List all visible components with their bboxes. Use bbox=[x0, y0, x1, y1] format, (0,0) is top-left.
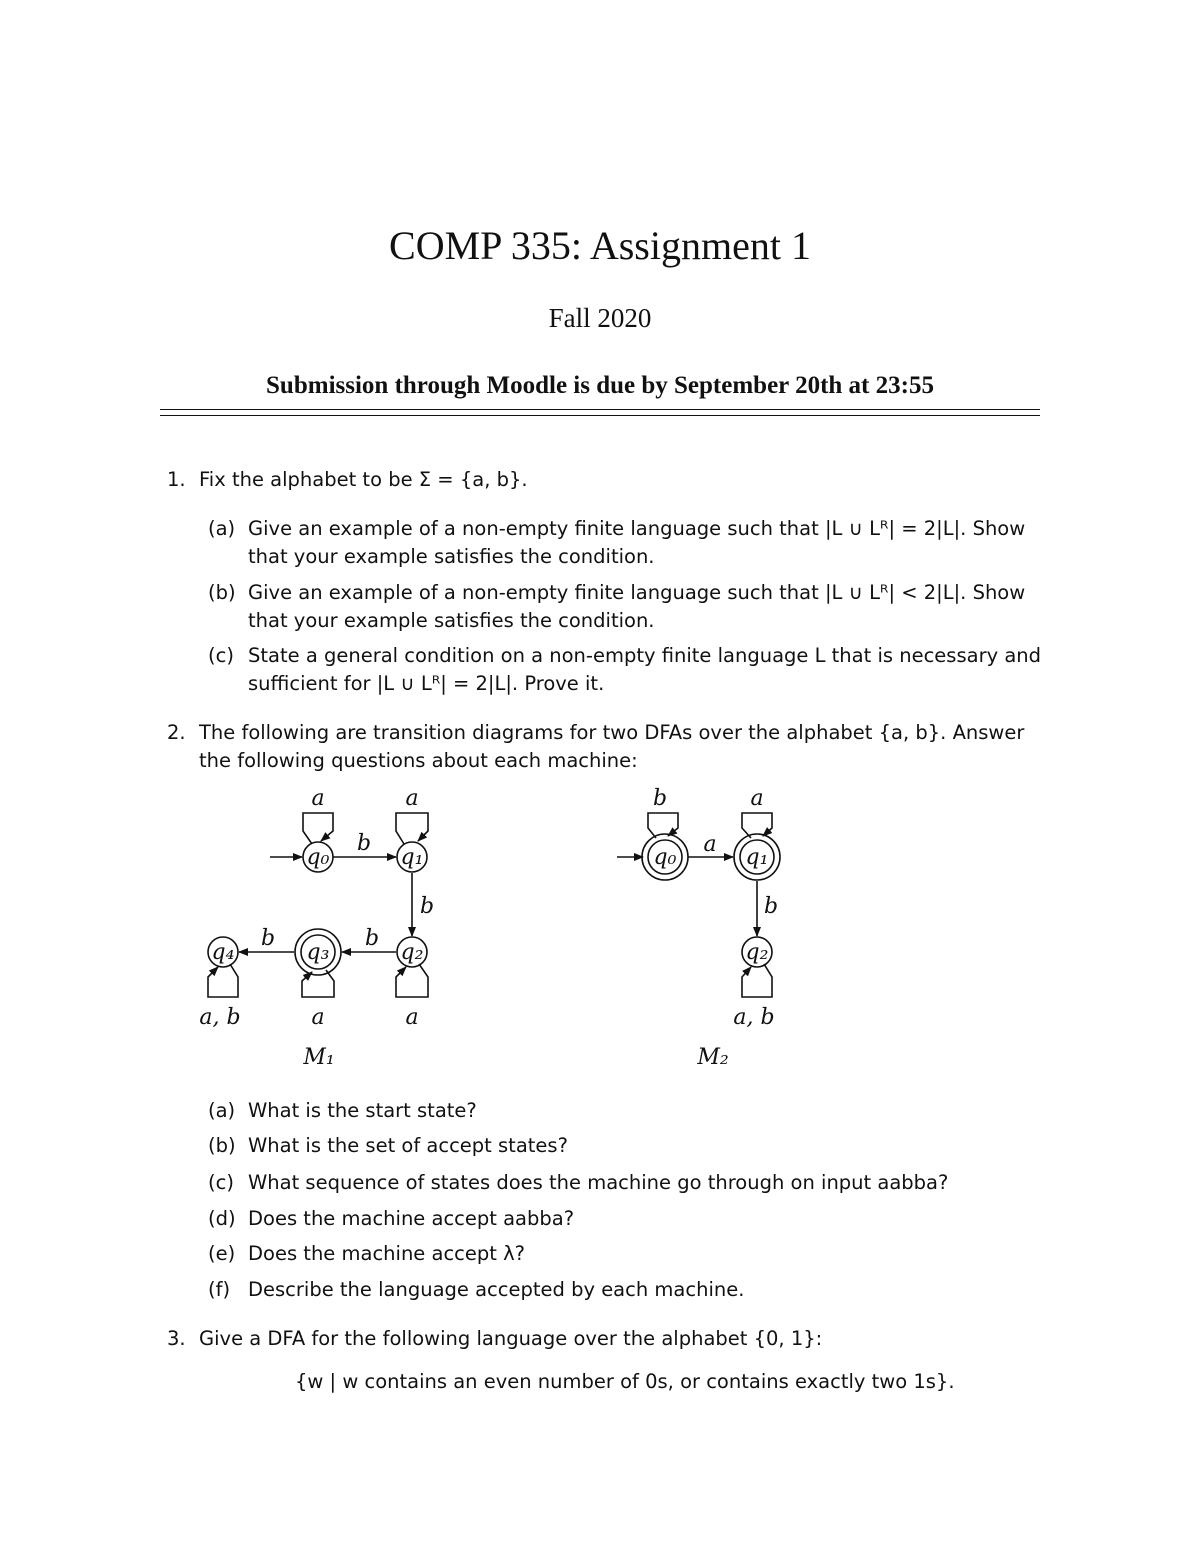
q2f-text: Describe the language accepted by each machine. bbox=[248, 1278, 745, 1301]
m2-tlabel-q0-q0: b bbox=[652, 786, 668, 811]
m1-label-q0: q₀ bbox=[306, 845, 330, 870]
page-title: COMP 335: Assignment 1 bbox=[389, 223, 811, 268]
q2-number: 2. bbox=[167, 721, 186, 744]
q1c-label: (c) bbox=[208, 644, 234, 667]
m2-name: M₂ bbox=[697, 1045, 729, 1070]
q2-line2: the following questions about each machine: bbox=[199, 749, 638, 772]
m1-label-q3: q₃ bbox=[306, 940, 330, 965]
q2f-label: (f) bbox=[208, 1278, 231, 1301]
m1-state-q1 bbox=[397, 842, 427, 872]
m1-tlabel-q1-q1: a bbox=[405, 786, 419, 811]
m1-loop-q4 bbox=[208, 964, 238, 997]
q1b-line2: that your example satisfies the condition. bbox=[248, 609, 655, 632]
m1-label-q4: q₄ bbox=[211, 940, 235, 965]
m1-tlabel-q0-q1: b bbox=[356, 831, 372, 856]
m2-label-q1: q₁ bbox=[745, 845, 769, 870]
m2-tlabel-q1-q1: a bbox=[750, 786, 764, 811]
m2-tlabel-q1-q2: b bbox=[763, 894, 779, 919]
m1-loop-q1 bbox=[396, 813, 428, 844]
due-notice: Submission through Moodle is due by September 20th at 23:55 bbox=[266, 372, 934, 399]
q3-text: Give a DFA for the following language over the alphabet {0, 1}: bbox=[199, 1327, 823, 1350]
m1-label-q2: q₂ bbox=[400, 940, 424, 965]
q2a-label: (a) bbox=[208, 1099, 236, 1122]
q2e-text: Does the machine accept λ? bbox=[248, 1242, 525, 1265]
q2e-label: (e) bbox=[208, 1242, 236, 1265]
q2d-label: (d) bbox=[208, 1207, 236, 1230]
m2-label-q0: q₀ bbox=[653, 845, 677, 870]
term: Fall 2020 bbox=[548, 303, 652, 333]
q1a-line1: Give an example of a non-empty finite language such that |L ∪ Lᴿ| = 2|L|. Show bbox=[248, 517, 1026, 540]
q1a-line2: that your example satisfies the condition. bbox=[248, 545, 655, 568]
m1-state-q3 bbox=[295, 929, 341, 975]
q2-line1: The following are transition diagrams for two DFAs over the alphabet {a, b}. Answer bbox=[199, 721, 1025, 744]
m1-tlabel-q3-q3: a bbox=[311, 1005, 325, 1030]
q1c-line1: State a general condition on a non-empty finite language L that is necessary and bbox=[248, 644, 1042, 667]
m2-loop-q0 bbox=[648, 813, 678, 838]
m1-tlabel-q1-q2: b bbox=[419, 894, 435, 919]
q2c-label: (c) bbox=[208, 1171, 234, 1194]
q1-number: 1. bbox=[167, 468, 186, 491]
m2-loop-q1 bbox=[742, 813, 772, 838]
m2-state-q2 bbox=[742, 937, 772, 967]
q3-language: {w | w contains an even number of 0s, or contains exactly two 1s}. bbox=[295, 1370, 955, 1393]
q1-text: Fix the alphabet to be Σ = {a, b}. bbox=[199, 468, 528, 491]
q1b-line1: Give an example of a non-empty finite language such that |L ∪ Lᴿ| < 2|L|. Show bbox=[248, 581, 1026, 604]
m2-loop-q2 bbox=[742, 964, 772, 997]
double-rule bbox=[160, 409, 1040, 416]
m1-loop-q3 bbox=[302, 970, 334, 997]
m1-name: M₁ bbox=[303, 1045, 335, 1070]
q2c-text: What sequence of states does the machine go through on input aabba? bbox=[248, 1171, 949, 1194]
m1-loop-q2 bbox=[396, 964, 428, 997]
m1-tlabel-q2-q3: b bbox=[364, 926, 380, 951]
m1-loop-q0 bbox=[303, 813, 333, 844]
m2-tlabel-q2-q2: a, b bbox=[733, 1005, 775, 1030]
q1c-line2: sufficient for |L ∪ Lᴿ| = 2|L|. Prove it. bbox=[248, 672, 605, 695]
q2b-text: What is the set of accept states? bbox=[248, 1134, 568, 1157]
q2a-text: What is the start state? bbox=[248, 1099, 477, 1122]
m1-state-q0 bbox=[303, 842, 333, 872]
m1-label-q1: q₁ bbox=[400, 845, 424, 870]
m2-state-q0 bbox=[642, 834, 688, 880]
q2d-text: Does the machine accept aabba? bbox=[248, 1207, 575, 1230]
q1b-label: (b) bbox=[208, 581, 236, 604]
m1-tlabel-q0-q0: a bbox=[311, 786, 325, 811]
m1-state-q2 bbox=[397, 937, 427, 967]
q2b-label: (b) bbox=[208, 1134, 236, 1157]
m1-state-q4 bbox=[208, 937, 238, 967]
m1-tlabel-q2-q2: a bbox=[405, 1005, 419, 1030]
m2-tlabel-q0-q1: a bbox=[703, 832, 717, 857]
m2-label-q2: q₂ bbox=[745, 940, 769, 965]
q3-number: 3. bbox=[167, 1327, 186, 1350]
m2-state-q1 bbox=[734, 834, 780, 880]
m1-tlabel-q4-q4: a, b bbox=[199, 1005, 241, 1030]
m1-tlabel-q3-q4: b bbox=[260, 926, 276, 951]
q1a-label: (a) bbox=[208, 517, 236, 540]
